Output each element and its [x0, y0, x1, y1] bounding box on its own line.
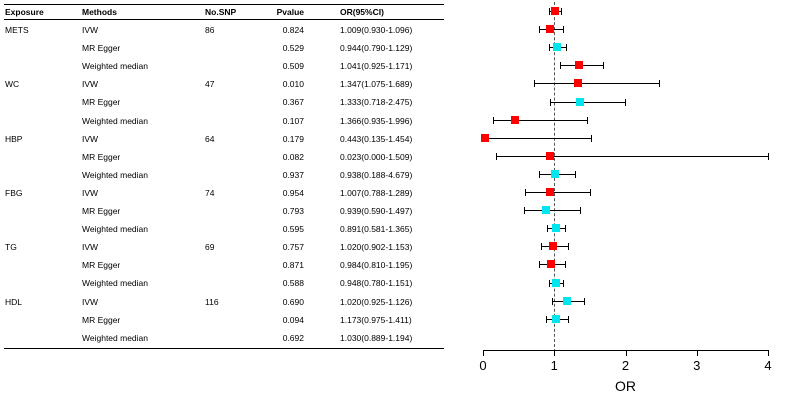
cell-method: IVW	[82, 79, 99, 90]
cell-method: IVW	[82, 187, 99, 198]
confidence-interval-line	[483, 138, 591, 139]
confidence-interval-line	[496, 156, 768, 157]
effect-estimate-marker	[546, 188, 554, 196]
cell-exposure: FBG	[5, 187, 23, 198]
cell-method: Weighted median	[82, 278, 148, 289]
cell-method: Weighted median	[82, 169, 148, 180]
cell-method: MR Egger	[82, 97, 121, 108]
effect-estimate-marker	[551, 7, 559, 15]
x-axis-tick-label: 4	[764, 358, 772, 373]
cell-method: IVW	[82, 25, 99, 35]
confidence-interval-cap	[603, 62, 604, 69]
cell-or-ci: 1.041(0.925-1.171)	[340, 61, 413, 72]
cell-or-ci: 0.984(0.810-1.195)	[340, 260, 413, 271]
confidence-interval-cap	[575, 171, 576, 178]
cell-or-ci: 1.347(1.075-1.689)	[340, 79, 413, 90]
cell-or-ci: 0.891(0.581-1.365)	[340, 224, 413, 235]
confidence-interval-line	[550, 102, 626, 103]
cell-pvalue: 0.094	[282, 314, 304, 325]
effect-estimate-marker	[552, 315, 560, 323]
effect-estimate-marker	[575, 61, 583, 69]
cell-pvalue: 0.793	[282, 206, 304, 216]
confidence-interval-cap	[625, 99, 626, 106]
x-axis-tick	[483, 350, 484, 356]
cell-or-ci: 0.023(0.000-1.509)	[340, 151, 413, 162]
effect-estimate-marker	[547, 260, 555, 268]
cell-or-ci: 0.443(0.135-1.454)	[340, 133, 413, 144]
cell-method: IVW	[82, 296, 99, 307]
cell-pvalue: 0.690	[282, 296, 304, 307]
confidence-interval-line	[493, 120, 587, 121]
cell-method: Weighted median	[82, 61, 148, 72]
effect-estimate-marker	[481, 134, 489, 142]
cell-pvalue: 0.937	[282, 169, 304, 180]
cell-snp: 116	[205, 296, 219, 307]
confidence-interval-cap	[584, 298, 585, 305]
x-axis-label: OR	[615, 378, 636, 394]
effect-estimate-marker	[546, 152, 554, 160]
confidence-interval-cap	[496, 153, 497, 160]
confidence-interval-cap	[568, 243, 569, 250]
confidence-interval-cap	[659, 80, 660, 87]
cell-method: MR Egger	[82, 206, 121, 216]
cell-exposure: HBP	[5, 133, 23, 144]
effect-estimate-marker	[511, 116, 519, 124]
effect-estimate-marker	[563, 297, 571, 305]
cell-pvalue: 0.954	[282, 187, 304, 198]
cell-method: Weighted median	[82, 332, 148, 343]
cell-pvalue: 0.082	[282, 151, 304, 162]
confidence-interval-cap	[591, 135, 592, 142]
column-header-or: OR(95%CI)	[340, 7, 384, 17]
cell-method: IVW	[82, 133, 99, 144]
cell-or-ci: 1.020(0.902-1.153)	[340, 242, 413, 253]
confidence-interval-cap	[587, 117, 588, 124]
confidence-interval-line	[525, 192, 590, 193]
confidence-interval-cap	[552, 298, 553, 305]
confidence-interval-line	[524, 210, 580, 211]
cell-or-ci: 1.030(0.889-1.194)	[340, 332, 413, 343]
cell-pvalue: 0.529	[282, 43, 304, 54]
cell-or-ci: 1.009(0.930-1.096)	[340, 25, 413, 35]
cell-pvalue: 0.692	[282, 332, 304, 343]
x-axis-tick	[554, 350, 555, 356]
cell-exposure: HDL	[5, 296, 23, 307]
cell-pvalue: 0.871	[282, 260, 304, 271]
cell-snp: 86	[205, 25, 215, 35]
cell-pvalue: 0.757	[282, 242, 304, 253]
cell-snp: 64	[205, 133, 215, 144]
cell-or-ci: 0.948(0.780-1.151)	[340, 278, 413, 289]
cell-exposure: METS	[5, 25, 29, 35]
cell-pvalue: 0.588	[282, 278, 304, 289]
x-axis-tick	[626, 350, 627, 356]
x-axis-tick-label: 0	[479, 358, 487, 373]
confidence-interval-cap	[541, 243, 542, 250]
effect-estimate-marker	[546, 25, 554, 33]
effect-estimate-marker	[551, 170, 559, 178]
cell-method: MR Egger	[82, 151, 121, 162]
cell-or-ci: 1.173(0.975-1.411)	[340, 314, 412, 325]
column-header-methods: Methods	[82, 7, 117, 17]
confidence-interval-cap	[550, 99, 551, 106]
confidence-interval-cap	[549, 44, 550, 51]
plot-area	[483, 0, 768, 352]
cell-pvalue: 0.595	[282, 224, 304, 235]
cell-pvalue: 0.179	[282, 133, 304, 144]
effect-estimate-marker	[552, 224, 560, 232]
cell-method: MR Egger	[82, 43, 121, 54]
cell-or-ci: 0.938(0.188-4.679)	[340, 169, 413, 180]
cell-snp: 74	[205, 187, 215, 198]
confidence-interval-cap	[539, 261, 540, 268]
cell-pvalue: 0.010	[282, 79, 304, 90]
column-header-exposure: Exposure	[5, 7, 44, 17]
cell-or-ci: 1.366(0.935-1.996)	[340, 115, 413, 126]
effect-estimate-marker	[574, 79, 582, 87]
x-axis-tick	[697, 350, 698, 356]
results-table	[0, 0, 450, 355]
table-top-rule	[4, 4, 444, 5]
confidence-interval-line	[534, 83, 659, 84]
cell-method: MR Egger	[82, 260, 121, 271]
cell-method: IVW	[82, 242, 99, 253]
confidence-interval-cap	[768, 153, 769, 160]
confidence-interval-cap	[563, 26, 564, 33]
x-axis-tick-label: 3	[693, 358, 701, 373]
confidence-interval-cap	[568, 316, 569, 323]
forest-plot	[455, 0, 790, 407]
effect-estimate-marker	[549, 242, 557, 250]
effect-estimate-marker	[542, 206, 550, 214]
confidence-interval-cap	[539, 26, 540, 33]
cell-or-ci: 1.020(0.925-1.126)	[340, 296, 413, 307]
column-header-pvalue: Pvalue	[276, 7, 304, 17]
cell-exposure: WC	[5, 79, 20, 90]
effect-estimate-marker	[576, 98, 584, 106]
effect-estimate-marker	[552, 279, 560, 287]
cell-or-ci: 1.333(0.718-2.475)	[340, 97, 413, 108]
confidence-interval-cap	[580, 207, 581, 214]
x-axis-tick-label: 2	[621, 358, 630, 373]
cell-snp: 47	[205, 79, 215, 90]
cell-method: MR Egger	[82, 314, 121, 325]
cell-pvalue: 0.367	[282, 97, 304, 108]
confidence-interval-cap	[546, 316, 547, 323]
cell-pvalue: 0.509	[282, 61, 304, 72]
cell-or-ci: 1.007(0.788-1.289)	[340, 187, 413, 198]
cell-or-ci: 0.944(0.790-1.129)	[340, 43, 413, 54]
cell-method: Weighted median	[82, 115, 148, 126]
cell-or-ci: 0.939(0.590-1.497)	[340, 206, 413, 216]
effect-estimate-marker	[553, 43, 561, 51]
confidence-interval-cap	[549, 280, 550, 287]
confidence-interval-cap	[560, 62, 561, 69]
x-axis-tick-label: 1	[550, 358, 558, 373]
cell-pvalue: 0.107	[282, 115, 304, 126]
table-header-rule	[4, 19, 444, 20]
confidence-interval-cap	[534, 80, 535, 87]
confidence-interval-cap	[547, 225, 548, 232]
confidence-interval-cap	[561, 8, 562, 15]
cell-snp: 69	[205, 242, 215, 253]
confidence-interval-cap	[525, 189, 526, 196]
confidence-interval-cap	[565, 225, 566, 232]
cell-pvalue: 0.824	[282, 25, 304, 35]
confidence-interval-cap	[563, 280, 564, 287]
cell-method: Weighted median	[82, 224, 148, 235]
column-header-snp: No.SNP	[205, 7, 237, 17]
confidence-interval-cap	[566, 44, 567, 51]
confidence-interval-cap	[493, 117, 494, 124]
cell-exposure: TG	[5, 242, 17, 253]
confidence-interval-cap	[565, 261, 566, 268]
confidence-interval-cap	[524, 207, 525, 214]
confidence-interval-cap	[590, 189, 591, 196]
x-axis-tick	[768, 350, 769, 356]
confidence-interval-cap	[539, 171, 540, 178]
table-bottom-rule	[4, 348, 444, 349]
